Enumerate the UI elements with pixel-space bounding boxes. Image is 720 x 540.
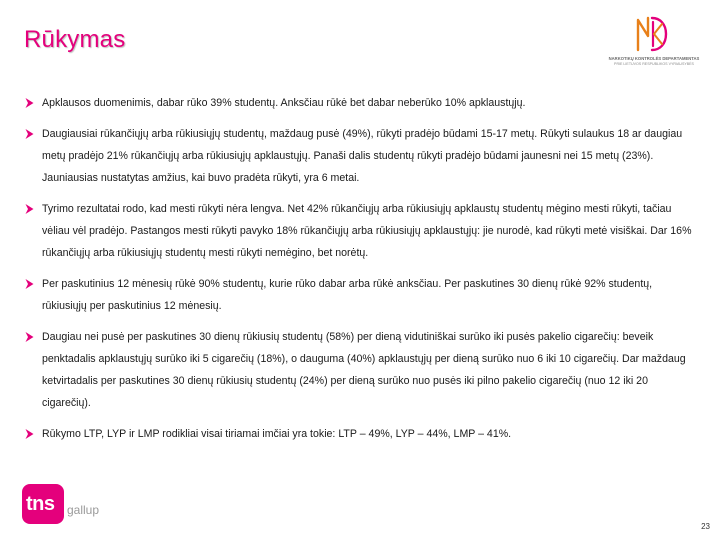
tns-logo-box <box>22 484 64 524</box>
gallup-logo-word: gallup <box>67 503 100 517</box>
bullet-text: Per paskutinius 12 mėnesių rūkė 90% studentų, kurie rūko dabar arba rūkė anksčiau. Per paskutines 30 dienų rūkė 92% studentų, rūkiusiųjų per paskutinius 12 mėnesių. <box>42 278 653 312</box>
bullet-item <box>24 198 696 264</box>
ntakd-logo-line1: NARKOTIKŲ KONTROLĖS DEPARTAMENTAS <box>608 56 700 61</box>
bullet-text: Daugiau nei pusė per paskutines 30 dienų rūkiusių studentų (58%) per dieną vidutiniškai surūko iki pusės pakelio cigarečių: beveik penktadalis apklaustųjų surūko iki 5 cigarečių (18%), o dauguma (40%) apklaustųjų per dieną surūko nuo 6 iki 10 cigarečių. Dar maždaug ketvirtadalis per paskutines 30 dienų rūkiusių studentų (24%) per dieną surūko nuo pusės iki pilno pakelio cigarečių (nuo 12 iki 20 cigarečių). <box>42 331 686 409</box>
ntakd-logo <box>604 14 704 66</box>
bullet-text: Daugiausiai rūkančiųjų arba rūkiusiųjų studentų, maždaug pusė (49%), rūkyti pradėjo būdami 15-17 metų. Rūkyti sulaukus 18 ar daugiau metų pradėjo 21% rūkančiųjų arba rūkiusiųjų apklaustųjų. Panaši dalis studentų rūkyti pradėjo būdami jaunesni nei 15 metų (23%). Jauniausias nustatytas amžius, kai buvo pradėta rūkyti, yra 6 metai. <box>42 128 683 184</box>
slide-title: Rūkymas <box>24 26 126 53</box>
bullet-list <box>24 92 696 454</box>
arrow-bullet-icon <box>24 423 36 445</box>
arrow-bullet-icon <box>24 123 36 145</box>
bullet-item <box>24 326 696 414</box>
bullet-item <box>24 123 696 189</box>
page-number: 23 <box>701 522 710 531</box>
bullet-item <box>24 423 696 445</box>
arrow-bullet-icon <box>24 326 36 348</box>
arrow-bullet-icon <box>24 198 36 220</box>
ntakd-emblem-icon <box>632 14 676 54</box>
ntakd-logo-line2: PRIE LIETUVOS RESPUBLIKOS VYRIAUSYBĖS <box>614 62 694 66</box>
bullet-text: Rūkymo LTP, LYP ir LMP rodikliai visai tiriamai imčiai yra tokie: LTP – 49%, LYP – 44%, LMP – 41%. <box>42 428 512 440</box>
bullet-item <box>24 273 696 317</box>
bullet-text: Apklausos duomenimis, dabar rūko 39% studentų. Anksčiau rūkė bet dabar neberūko 10% apklaustųjų. <box>42 97 526 109</box>
bullet-text: Tyrimo rezultatai rodo, kad mesti rūkyti nėra lengva. Net 42% rūkančiųjų arba rūkiusiųjų apklaustų studentų mėgino mesti rūkyti, tačiau vėliau vėl pradėjo. Pastangos mesti rūkyti pavyko 18% rūkančiųjų arba rūkiusiųjų apklaustųjų: jie nurodė, kad rūkyti metė visiškai. Dar 16% rūkančiųjų arba rūkiusiųjų studentų mesti rūkyti nemėgino, bet norėtų. <box>42 203 692 259</box>
tns-gallup-logo <box>22 484 112 526</box>
arrow-bullet-icon <box>24 273 36 295</box>
arrow-bullet-icon <box>24 92 36 114</box>
tns-logo-mark: tns <box>26 493 55 515</box>
bullet-item <box>24 92 696 114</box>
